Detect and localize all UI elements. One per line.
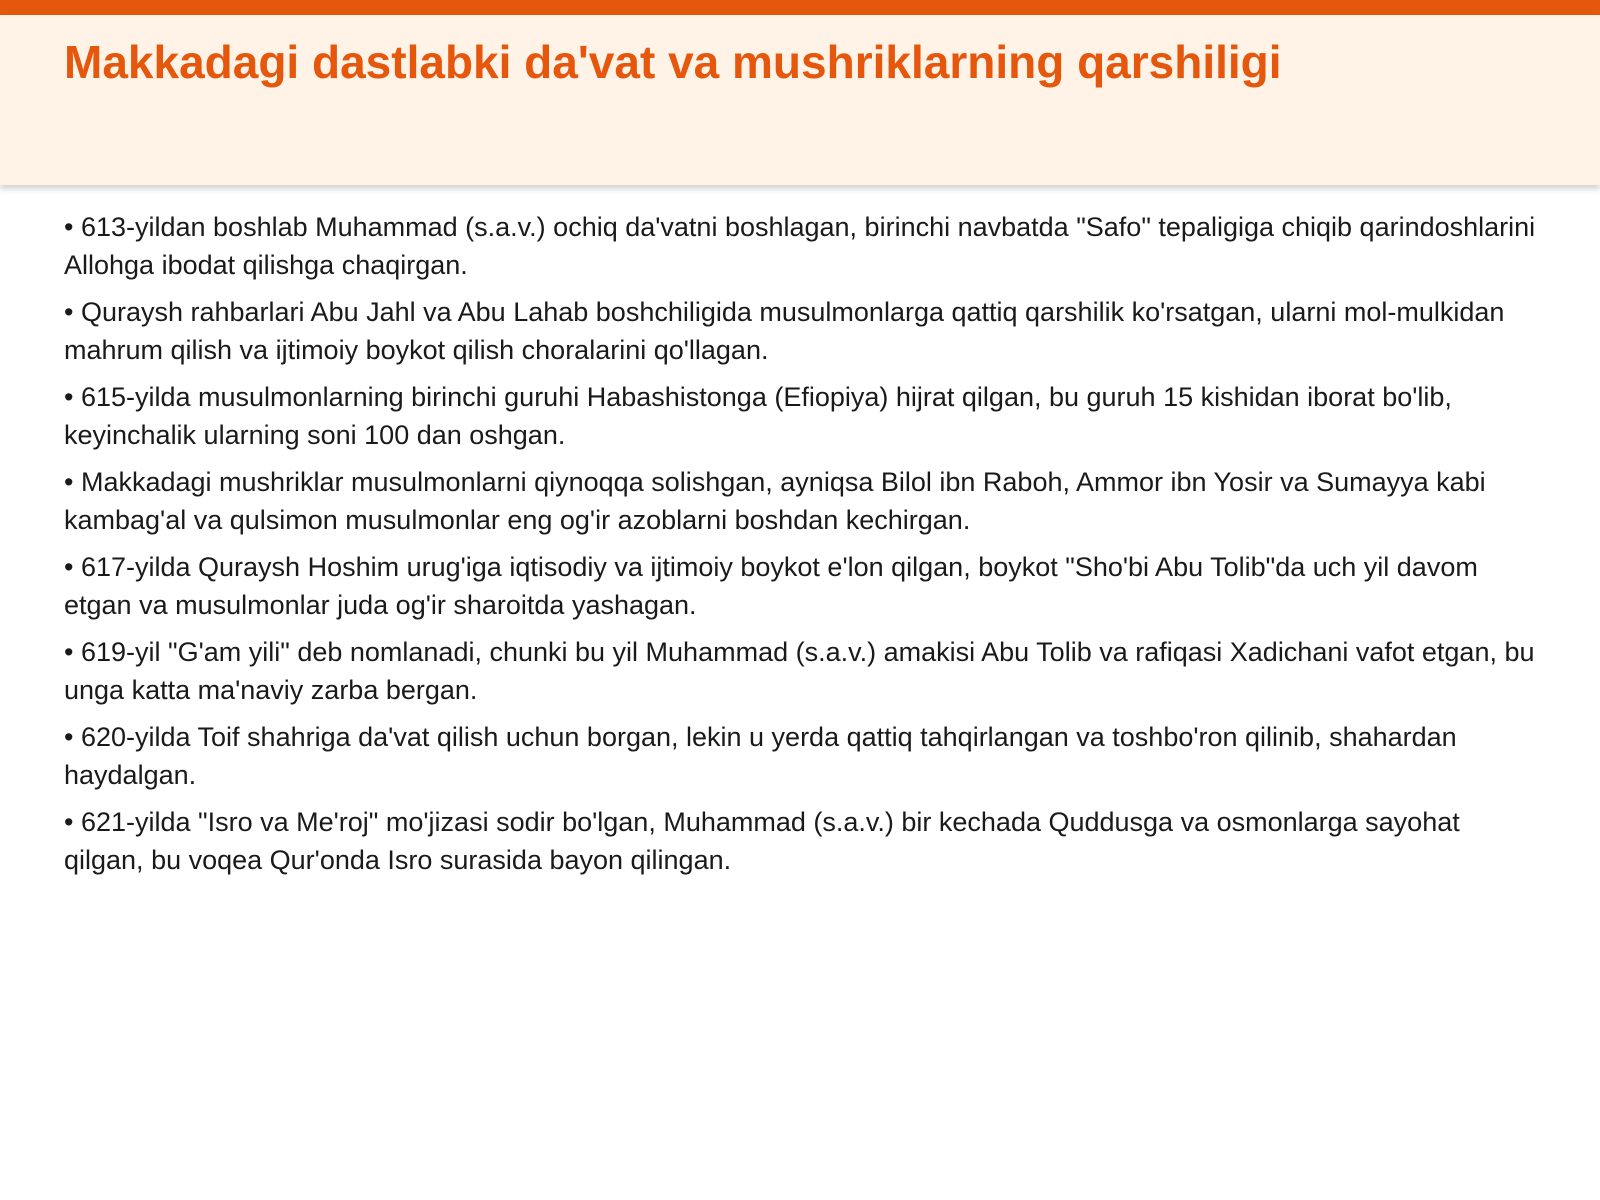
slide-header [0, 15, 1600, 185]
slide-title: Makkadagi dastlabki da'vat va mushriklarning qarshiligi [64, 36, 1282, 88]
bullet-item: • 621-yilda "Isro va Me'roj" mo'jizasi sodir bo'lgan, Muhammad (s.a.v.) bir kechada Quddusga va osmonlarga sayohat qilgan, bu voqea Qur'onda Isro surasida bayon qilingan. [64, 807, 1460, 875]
bullet-item: • 617-yilda Quraysh Hoshim urug'iga iqtisodiy va ijtimoiy boykot e'lon qilgan, boykot "Sho'bi Abu Tolib"da uch yil davom etgan va musulmonlar juda og'ir sharoitda yashagan. [64, 552, 1478, 620]
bullet-item: • Makkadagi mushriklar musulmonlarni qiynoqqa solishgan, ayniqsa Bilol ibn Raboh, Ammor ibn Yosir va Sumayya kabi kambag'al va qulsimon musulmonlar eng og'ir azoblarni boshdan kechirgan. [64, 467, 1486, 535]
bullet-item: • 613-yildan boshlab Muhammad (s.a.v.) ochiq da'vatni boshlagan, birinchi navbatda "Safo" tepaligiga chiqib qarindoshlarini Allohga ibodat qilishga chaqirgan. [64, 212, 1536, 280]
bullet-list [64, 209, 1544, 889]
bullet-item: • 620-yilda Toif shahriga da'vat qilish uchun borgan, lekin u yerda qattiq tahqirlangan va toshbo'ron qilinib, shahardan haydalgan. [64, 722, 1457, 790]
bullet-item: • 615-yilda musulmonlarning birinchi guruhi Habashistonga (Efiopiya) hijrat qilgan, bu guruh 15 kishidan iborat bo'lib, keyinchalik ularning soni 100 dan oshgan. [64, 382, 1452, 450]
bullet-item: • 619-yil "G'am yili" deb nomlanadi, chunki bu yil Muhammad (s.a.v.) amakisi Abu Tolib va rafiqasi Xadichani vafot etgan, bu unga katta ma'naviy zarba bergan. [64, 637, 1535, 705]
top-accent-bar [0, 0, 1600, 15]
bullet-item: • Quraysh rahbarlari Abu Jahl va Abu Lahab boshchiligida musulmonlarga qattiq qarshilik ko'rsatgan, ularni mol-mulkidan mahrum qilish va ijtimoiy boykot qilish choralarini qo'llagan. [64, 297, 1505, 365]
